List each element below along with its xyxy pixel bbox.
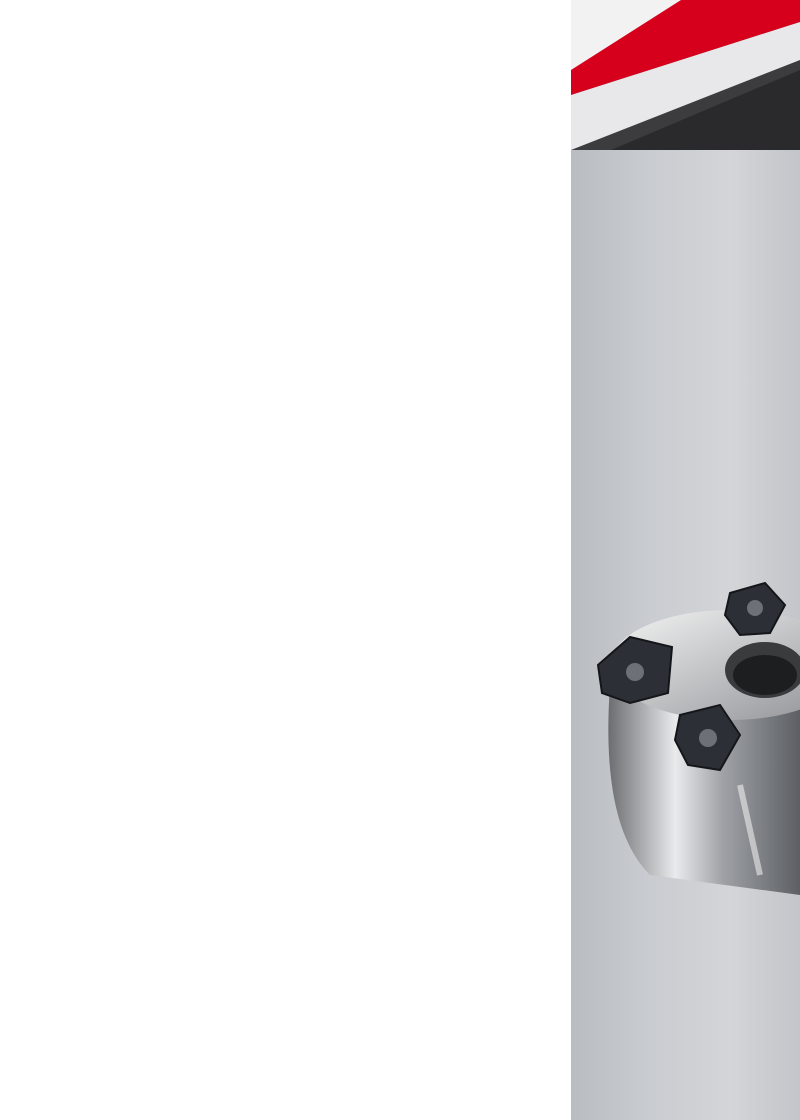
milling-cutter-image bbox=[590, 575, 800, 895]
top-decoration bbox=[571, 0, 800, 150]
side-panel bbox=[571, 0, 800, 1120]
